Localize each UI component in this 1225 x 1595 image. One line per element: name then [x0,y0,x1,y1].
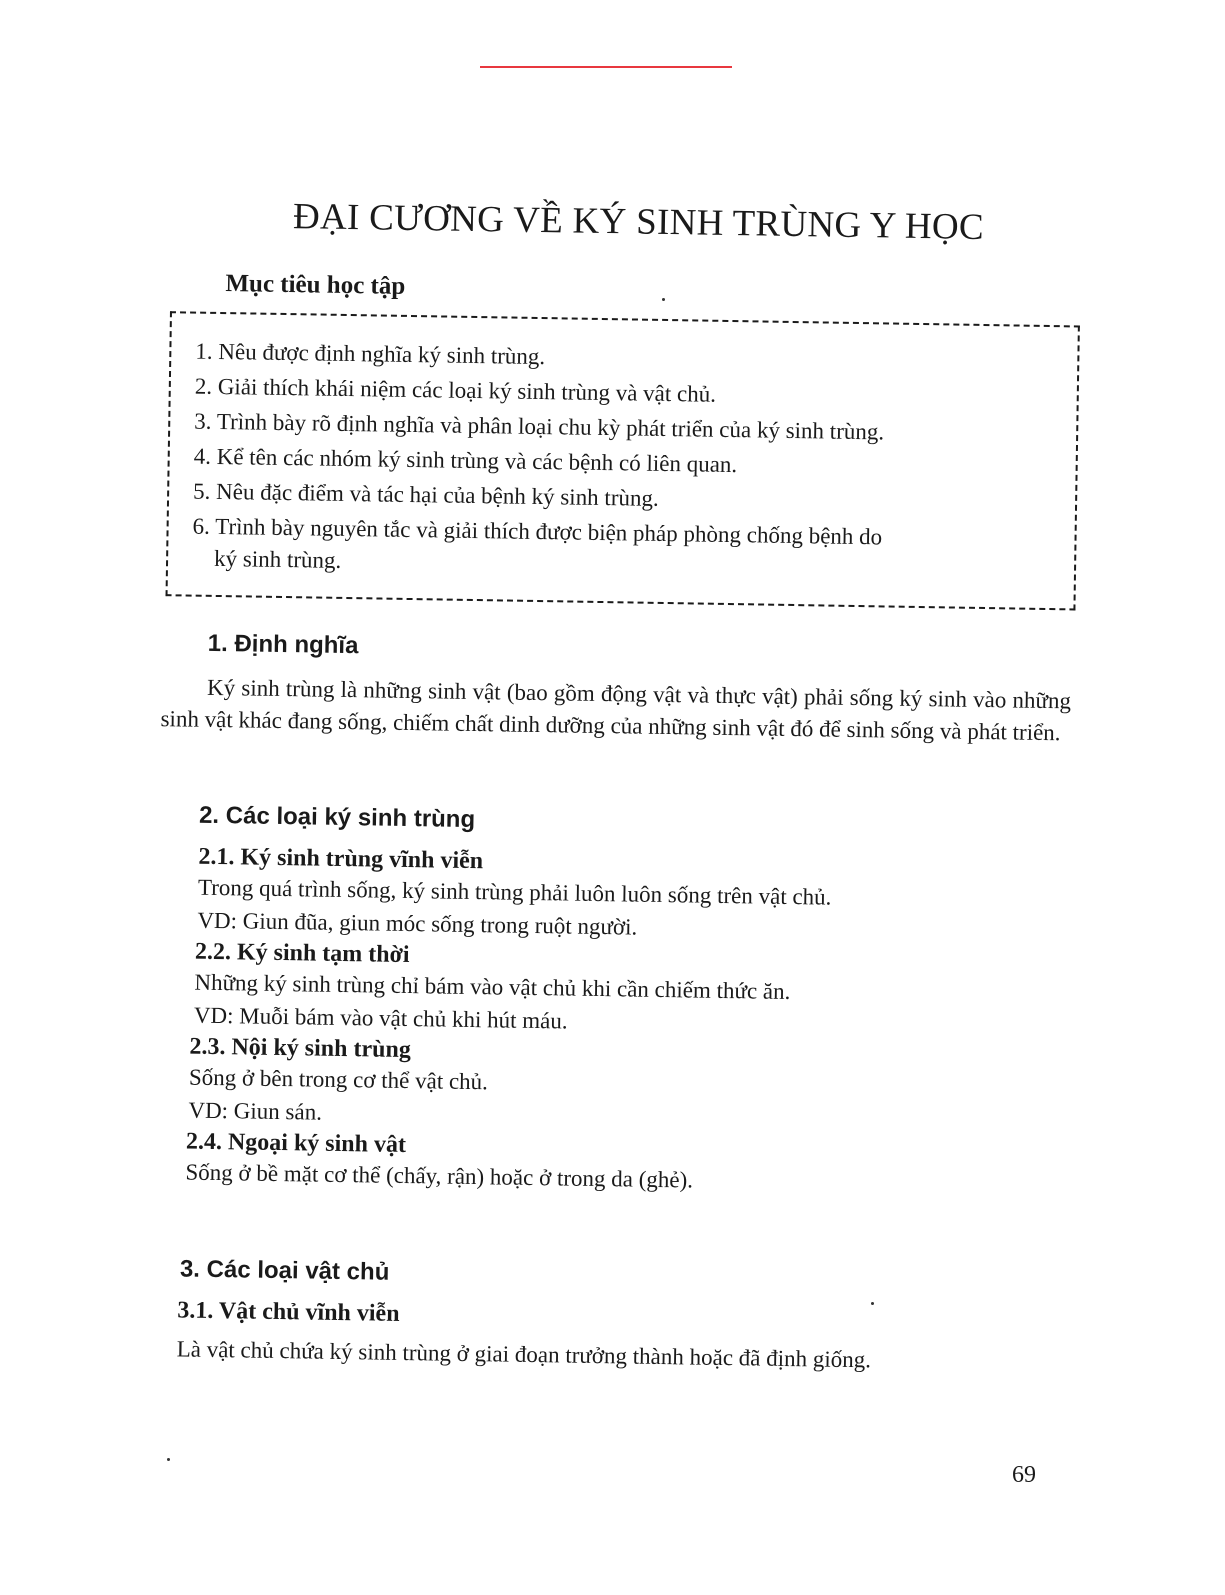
body-line: VD: Giun sán. [188,1097,323,1125]
objectives-box [166,311,1080,610]
objective-item: 1. Nêu được định nghĩa ký sinh trùng. [195,338,546,370]
body-line: Là vật chủ chứa ký sinh trùng ở giai đoạn trưởng thành hoặc đã định giống. [176,1336,872,1373]
objective-item: 4. Kể tên các nhóm ký sinh trùng và các bệnh có liên quan. [193,443,738,478]
subsection-ectoparasite [153,1128,1064,1202]
subsection-heading: 2.3. Nội ký sinh trùng [189,1033,412,1064]
objective-item-line: 6. Trình bày nguyên tắc và giải thích được biện pháp phòng chống bệnh do [192,513,883,550]
section-definition [160,629,1072,749]
subsection-definitive-host [150,1297,1061,1379]
body-line: Trong quá trình sống, ký sinh trùng phải luôn luôn sống trên vật chủ. [197,874,832,910]
subsection-permanent [157,843,1068,950]
page-number: 69 [1012,1462,1036,1488]
objective-item: 2. Giải thích khái niệm các loại ký sinh trùng và vật chủ. [194,373,717,407]
section-heading: 2. Các loại ký sinh trùng [198,801,476,834]
objectives-heading: Mục tiêu học tập [225,270,406,300]
body-line: Những ký sinh trùng chỉ bám vào vật chủ khi cần chiếm thức ăn. [194,969,791,1005]
objectives-list [192,334,1066,588]
objective-item-continuation: ký sinh trùng. [213,545,342,573]
objective-item: 5. Nêu đặc điểm và tác hại của bệnh ký sinh trùng. [192,478,659,511]
objective-item [192,509,1063,588]
body-line: Sống ở bên trong cơ thể vật chủ. [188,1064,489,1095]
subsection-heading: 2.4. Ngoại ký sinh vật [185,1128,407,1158]
scan-speck [662,298,665,301]
body-line: Sống ở bề mặt cơ thể (chấy, rận) hoặc ở trong da (ghẻ). [185,1159,694,1193]
subsection-heading: 2.2. Ký sinh tạm thời [194,938,410,969]
subsection-heading: 3.1. Vật chủ vĩnh viễn [177,1297,400,1327]
body-line: VD: Giun đũa, giun móc sống trong ruột người. [197,907,638,940]
scan-speck [871,1302,874,1305]
section-parasite-types [153,801,1069,1202]
section-host-types [150,1255,1062,1379]
section-heading: 1. Định nghĩa [207,629,359,660]
page-title: ĐẠI CƯƠNG VỀ KÝ SINH TRÙNG Y HỌC [292,196,985,248]
subsection-temporary [156,938,1067,1045]
subsection-endoparasite [154,1033,1065,1140]
body-line: VD: Muỗi bám vào vật chủ khi hút máu. [193,1002,568,1034]
subsection-heading: 2.1. Ký sinh trùng vĩnh viễn [198,843,484,875]
objective-item: 3. Trình bày rõ định nghĩa và phân loại chu kỳ phát triển của ký sinh trùng. [194,408,885,445]
section-heading: 3. Các loại vật chủ [179,1255,390,1286]
definition-paragraph: Ký sinh trùng là những sinh vật (bao gồm động vật và thực vật) phải sống ký sinh vào những sinh vật khác đang sống, chiếm chất dinh dưỡng của những sinh vật đó để sinh sống và phát triển. [160,674,1072,746]
scan-speck [167,1458,170,1461]
